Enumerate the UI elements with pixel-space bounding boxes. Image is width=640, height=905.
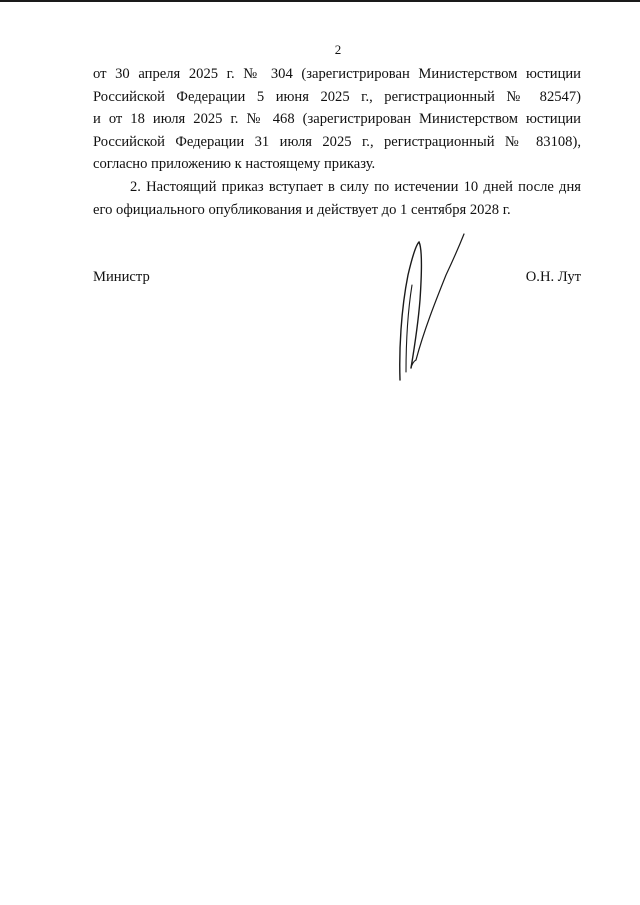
signatory-name: О.Н. Лут bbox=[525, 269, 581, 285]
paragraph-2-line-2: его официального опубликования и действует до 1 сентября 2028 г. bbox=[93, 201, 511, 218]
paragraph-2-line-1: 2. Настоящий приказ вступает в силу по истечении 10 дней после дня bbox=[130, 178, 581, 195]
paragraph-1-line-1: от 30 апреля 2025 г. № 304 (зарегистрирован Министерством юстиции bbox=[93, 66, 581, 82]
paragraph-1-line-2: Российской Федерации 5 июня 2025 г., регистрационный № 82547) bbox=[93, 88, 581, 105]
handwritten-signature bbox=[384, 230, 474, 385]
paragraph-1-line-3: и от 18 июля 2025 г. № 468 (зарегистрирован Министерством юстиции bbox=[93, 111, 581, 128]
page-top-edge bbox=[0, 0, 640, 2]
document-body bbox=[93, 63, 581, 221]
paragraph-1-line-4: Российской Федерации 31 июля 2025 г., регистрационный № 83108), bbox=[93, 133, 581, 150]
page-number: 2 bbox=[334, 42, 342, 57]
signature-block bbox=[93, 269, 581, 293]
signatory-role: Министр bbox=[93, 269, 150, 285]
paragraph-1-line-5: согласно приложению к настоящему приказу. bbox=[93, 156, 376, 173]
